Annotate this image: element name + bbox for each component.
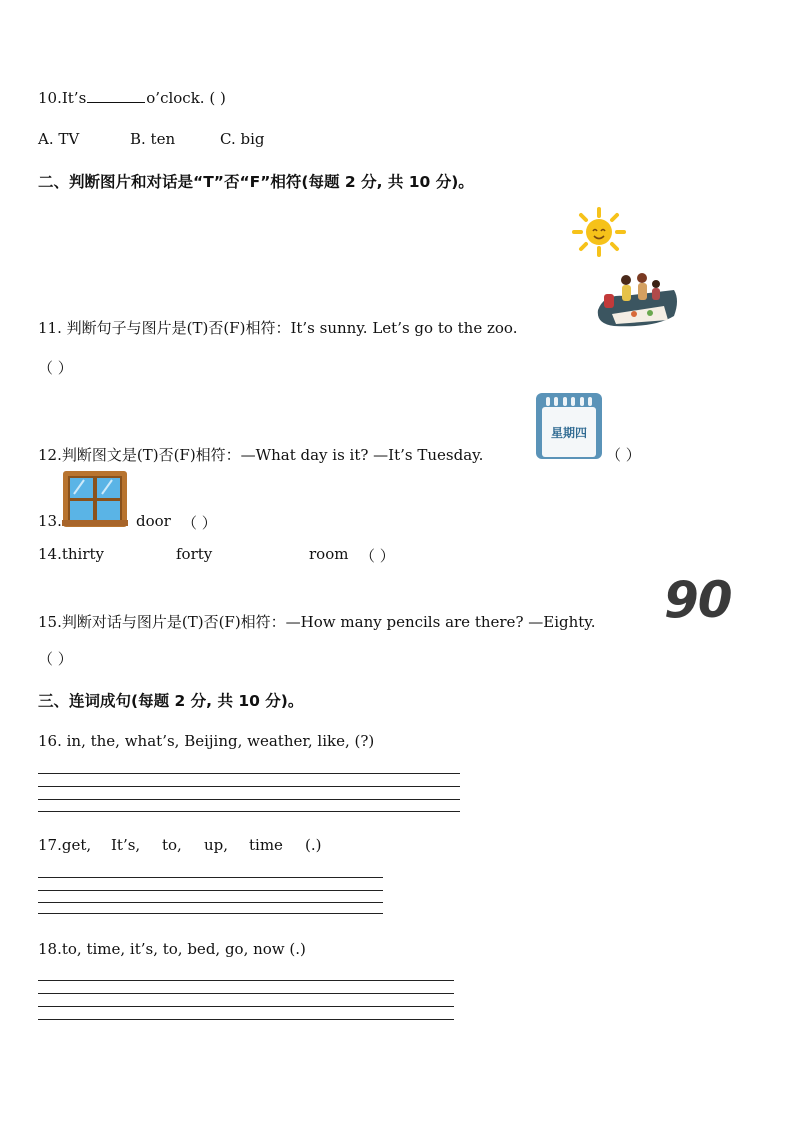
q13-answer-paren[interactable]: （ ） [182,514,217,532]
q17-writing-line-4[interactable] [38,913,383,914]
q10-option-a[interactable]: A. TV [38,130,80,148]
q10-line [38,88,226,107]
q18-text: 18.to, time, it’s, to, bed, go, now (.) [38,940,306,958]
q10-option-b[interactable]: B. ten [130,130,176,148]
q13-number: 13. [38,512,62,530]
q11-answer-paren[interactable]: （ ） [38,359,73,377]
section3-heading: 三、连词成句(每题 2 分, 共 10 分)。 [38,692,304,710]
q12-text: 12.判断图文是(T)否(F)相符：—What day is it? —It’s Tuesday. [38,446,484,464]
q17-word-2: It’s, [111,836,141,854]
section2-heading: 二、判断图片和对话是“T”否“F”相符(每题 2 分, 共 10 分)。 [38,173,474,191]
q16-writing-line-2[interactable] [38,786,460,787]
q18-writing-line-1[interactable] [38,980,454,981]
q10-suffix: o’clock. ( ) [146,89,226,107]
q18-writing-line-4[interactable] [38,1019,454,1020]
q14-answer-paren[interactable]: （ ） [360,547,395,565]
q11-text: 11. 判断句子与图片是(T)否(F)相符：It’s sunny. Let’s go to the zoo. [38,319,518,337]
sun-icon [572,207,626,257]
q16-writing-line-4[interactable] [38,811,460,812]
q17-word-1: 17.get, [38,836,92,854]
number-ninety-image: 90 [664,571,732,629]
calendar-page [542,407,596,457]
q17-writing-line-1[interactable] [38,877,383,878]
q16-text: 16. in, the, what’s, Beijing, weather, like, (?) [38,732,375,750]
q16-writing-line-1[interactable] [38,773,460,774]
q17-word-5: time [249,836,283,854]
q16-writing-line-3[interactable] [38,799,460,800]
q12-answer-paren[interactable]: （ ） [606,446,641,464]
q18-writing-line-3[interactable] [38,1006,454,1007]
calendar-label: 星期四 [550,425,587,440]
q14-word3: room [309,545,349,563]
q10-prefix: 10.It’s [38,89,87,107]
window-image [62,470,128,528]
q10-option-c[interactable]: C. big [220,130,265,148]
q17-writing-line-2[interactable] [38,890,383,891]
calendar-icon [536,393,602,459]
q18-writing-line-2[interactable] [38,993,454,994]
q10-answer-blank[interactable] [87,88,145,103]
q14-word2: forty [176,545,213,563]
q14-word1: 14.thirty [38,545,105,563]
picnic-image [594,270,680,330]
q17-word-6: (.) [305,836,322,854]
q17-writing-line-3[interactable] [38,902,383,903]
q13-word: door [136,512,171,530]
q15-text: 15.判断对话与图片是(T)否(F)相符：—How many pencils are there? —Eighty. [38,613,596,631]
q17-word-4: up, [204,836,229,854]
q15-answer-paren[interactable]: （ ） [38,650,73,668]
q17-word-3: to, [162,836,182,854]
